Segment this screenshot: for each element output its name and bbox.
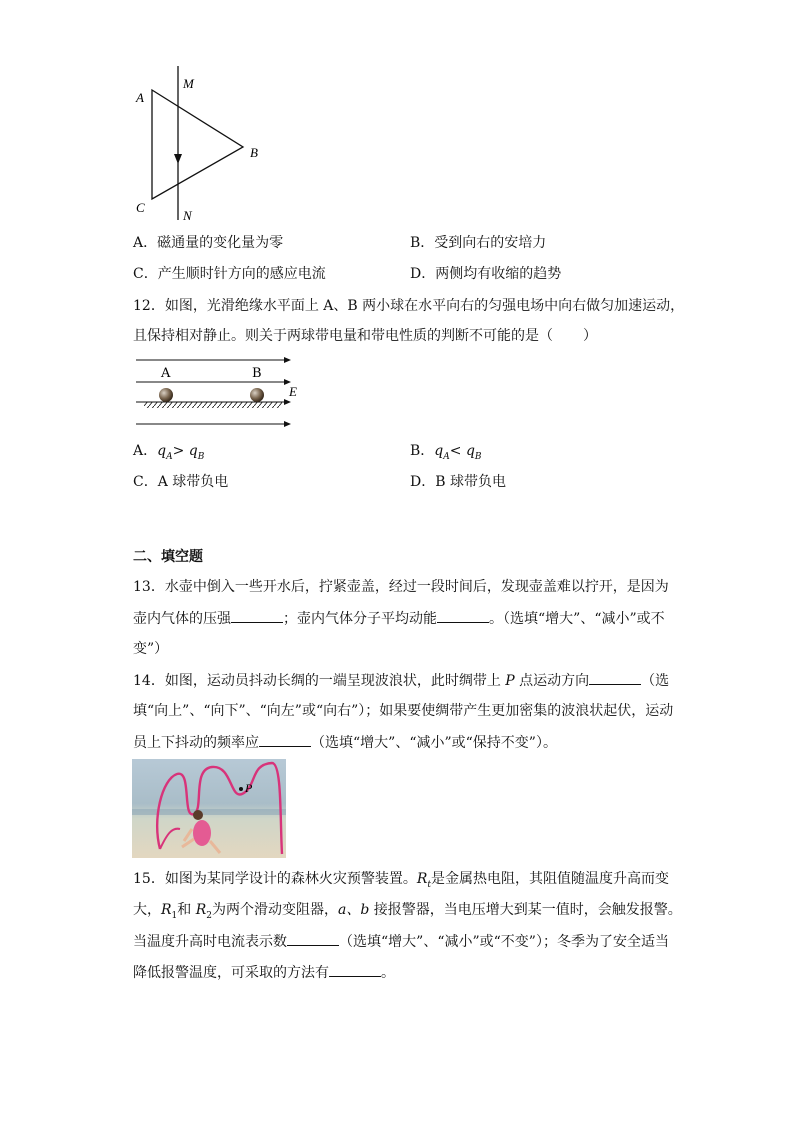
label-p: P xyxy=(245,781,253,795)
section-title: 二、填空题 xyxy=(133,549,203,565)
gymnast-head xyxy=(193,810,203,820)
q14-line-2: 填“向上”、“向下”、“向左”或“向右”）；如果要使绸带产生更加密集的波浪状起伏，运动 xyxy=(133,703,674,719)
point-p-marker xyxy=(239,787,243,791)
q15-line-1: 15．如图为某同学设计的森林火灾预警装置。$R_t$是金属热电阻，其阻值随温度升高而变 xyxy=(133,871,669,890)
q11-option-c: C．产生顺时针方向的感应电流 xyxy=(133,266,326,282)
q13-line-2: 壶内气体的压强 ；壶内气体分子平均动能 。（选填“增大”、“减小”或不 xyxy=(133,608,665,629)
gymnast-body xyxy=(193,820,211,846)
ball-b xyxy=(250,388,264,402)
answer-blank[interactable] xyxy=(329,962,381,977)
q13-line-3: 变”） xyxy=(133,641,169,657)
q11-option-b: B．受到向右的安培力 xyxy=(410,235,547,251)
field-arrow-icon xyxy=(284,357,291,363)
label-n: N xyxy=(183,208,192,223)
triangle-wire-figure xyxy=(130,62,280,227)
q13-line-1: 13．水壶中倒入一些开水后，拧紧壶盖，经过一段时间后，发现壶盖难以拧开，是因为 xyxy=(133,579,669,595)
ball-a xyxy=(159,388,173,402)
label-a: A xyxy=(136,90,144,105)
label-c: C xyxy=(136,200,145,215)
gymnast-photo xyxy=(132,759,286,858)
q12-line-2: 且保持相对静止。则关于两球带电量和带电性质的判断不可能的是（ ） xyxy=(133,328,597,344)
answer-blank[interactable] xyxy=(231,608,283,623)
electric-field-figure xyxy=(134,352,304,432)
field-arrow-icon xyxy=(284,421,291,427)
q12-option-c: C．A 球带负电 xyxy=(133,474,229,490)
q11-option-d: D．两侧均有收缩的趋势 xyxy=(410,266,562,282)
answer-blank[interactable] xyxy=(287,931,339,946)
ground-hatch xyxy=(144,402,282,408)
q14-line-1: 14．如图，运动员抖动长绸的一端呈现波浪状，此时绸带上 P 点运动方向 （选 xyxy=(133,670,669,691)
label-m: M xyxy=(183,76,194,91)
q12-line-1: 12．如图，光滑绝缘水平面上 A、B 两小球在水平向右的匀强电场中向右做匀加速运动， xyxy=(133,298,685,314)
triangle-abc xyxy=(152,90,243,199)
label-ball-b: B xyxy=(252,366,262,381)
q14-line-3: 员上下抖动的频率应 （选填“增大”、“减小”或“保持不变”）。 xyxy=(133,732,557,753)
current-arrow-icon xyxy=(174,154,182,164)
q12-option-b: B．$q_A< q_B$ xyxy=(410,443,482,462)
answer-blank[interactable] xyxy=(437,608,489,623)
label-field-e: E xyxy=(289,384,297,399)
answer-blank[interactable] xyxy=(589,670,641,685)
answer-blank[interactable] xyxy=(259,732,311,747)
label-ball-a: A xyxy=(161,366,171,381)
q12-option-d: D．B 球带负电 xyxy=(410,474,506,490)
q12-option-a: A．$q_A> q_B$ xyxy=(133,443,205,462)
field-arrow-icon xyxy=(284,399,291,405)
label-b: B xyxy=(250,145,258,160)
q11-option-a: A．磁通量的变化量为零 xyxy=(133,235,284,251)
q15-line-3: 当温度升高时电流表示数 （选填“增大”、“减小”或“不变”）；冬季为了安全适当 xyxy=(133,931,669,952)
q15-line-4: 降低报警温度，可采取的方法有 。 xyxy=(133,962,395,983)
q15-line-2: 大，$R_1$和 $R_2$为两个滑动变阻器，a、b 接报警器，当电压增大到某一值时，会触发报警。 xyxy=(133,902,682,921)
